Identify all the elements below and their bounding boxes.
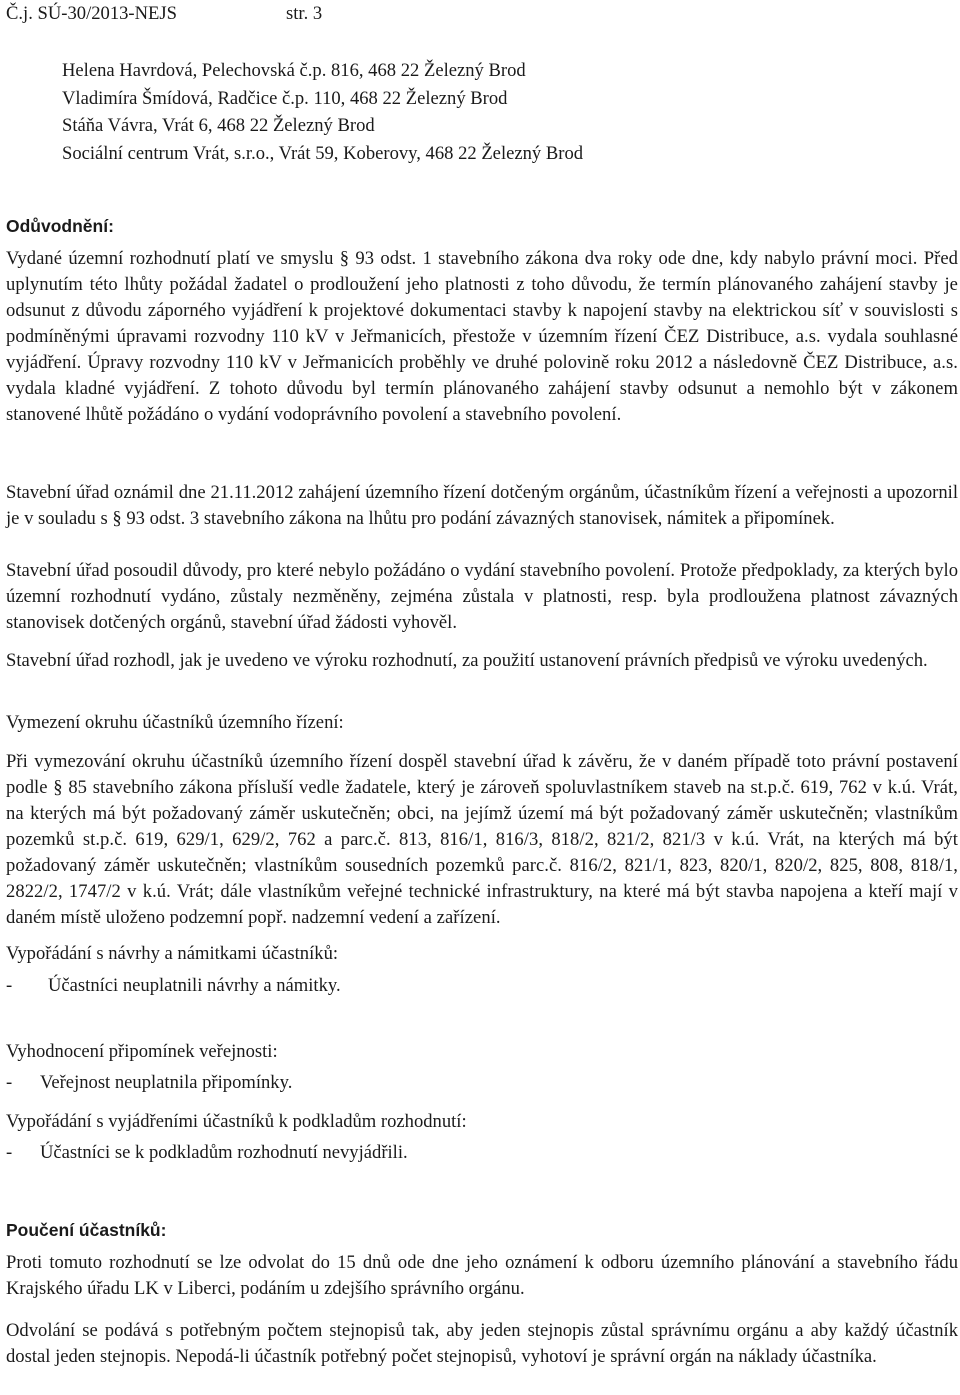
paragraph: Vydané územní rozhodnutí platí ve smyslu § 93 odst. 1 stavebního zákona dva roky ode dne, kdy nabylo právní moci. Před uplynutím této lhůty požádal žadatel o prodloužení jeho platnosti z toho důvodu, že termín plánovaného zahájení stavby je odsunut z důvodu záporného vyjádření k projektové dokumentaci stavby k napojení stavby na elektrickou síť v souvislosti s podmíněnými úpravami rozvodny 110 kV v Jeřmanicích, přestože v územním řízení ČEZ Distribuce, a.s. vydala souhlasné vyjádření. Úpravy rozvodny 110 kV v Jeřmanicích proběhly ve druhé polovině roku 2012 a následovně ČEZ Distribuce, a.s. vydala kladné vyjádření. Z tohoto důvodu byl termín plánovaného zahájení stavby odsunut a nemohlo být v zákonem stanovené lhůtě požádáno o vydání vodoprávního povolení a stavebního povolení. <box>6 248 958 425</box>
page-number: str. 3 <box>286 3 323 24</box>
paragraph: Odvolání se podává s potřebným počtem stejnopisů tak, aby jeden stejnopis zůstal správnímu orgánu a aby každý účastník dostal jeden stejnopis. Nepodá-li účastník potřebný počet stejnopisů, vyhotoví je správní orgán na náklady účastníka. <box>6 1320 958 1367</box>
list-dash: - <box>6 1072 13 1093</box>
address-line: Vladimíra Šmídová, Radčice č.p. 110, 468 22 Železný Brod <box>62 87 508 109</box>
paragraph: Při vymezování okruhu účastníků územního řízení dospěl stavební úřad k závěru, že v daném případě toto právní postavení podle § 85 stavebního zákona přísluší vedle žadatele, který je zároveň spoluvlastníkem staveb na st.p.č. 619, 762 v k.ú. Vrát, na kterých má být požadovaný záměr uskutečněn; obci, na jejímž území má být požadovaný záměr uskutečněn; vlastníkům pozemků st.p.č. 619, 629/1, 629/2, 762 a parc.č. 813, 816/1, 816/3, 818/2, 821/2, 821/3 v k.ú. Vrát, na kterých má být požadovaný záměr uskutečněn; vlastníkům sousedních pozemků parc.č. 816/2, 821/1, 823, 820/1, 820/2, 825, 808, 818/1, 2822/2, 1747/2 v k.ú. Vrát; dále vlastníkům veřejné technické infrastruktury, na které má být stavba napojena a kteří mají v daném místě uloženo podzemní popř. nadzemní vedení a zařízení. <box>6 751 958 928</box>
list-dash: - <box>6 975 13 996</box>
list-item-text: Veřejnost neuplatnila připomínky. <box>40 1072 293 1093</box>
section-title-pouceni: Poučení účastníků: <box>6 1220 167 1240</box>
address-line: Sociální centrum Vrát, s.r.o., Vrát 59, Koberovy, 468 22 Železný Brod <box>62 142 584 164</box>
list-item-text: Účastníci se k podkladům rozhodnutí nevyjádřili. <box>40 1142 408 1163</box>
paragraph: Stavební úřad posoudil důvody, pro které nebylo požádáno o vydání stavebního povolení. Protože předpoklady, za kterých bylo územní rozhodnutí vydáno, zůstaly nezměněny, zejména zůstala v platnosti, resp. byla prodloužena platnost závazných stanovisek dotčených orgánů, stavební úřad žádosti vyhověl. <box>6 560 958 633</box>
address-list <box>62 57 942 167</box>
list-dash: - <box>6 1142 13 1163</box>
address-line: Stáňa Vávra, Vrát 6, 468 22 Železný Brod <box>62 115 375 136</box>
paragraph: Stavební úřad rozhodl, jak je uvedeno ve výroku rozhodnutí, za použití ustanovení právních předpisů ve výroku uvedených. <box>6 650 928 671</box>
paragraph: Stavební úřad oznámil dne 21.11.2012 zahájení územního řízení dotčeným orgánům, účastníkům řízení a veřejnosti a upozornil je v souladu s § 93 odst. 3 stavebního zákona na lhůtu pro podání závazných stanovisek, námitek a připomínek. <box>6 482 958 529</box>
section-title-odvodneni: Odůvodnění: <box>6 216 114 236</box>
subheading: Vypořádání s návrhy a námitkami účastníků: <box>6 943 339 964</box>
list-item-text: Účastníci neuplatnili návrhy a námitky. <box>48 975 341 996</box>
subheading: Vyhodnocení připomínek veřejnosti: <box>6 1041 278 1062</box>
subheading: Vypořádání s vyjádřeními účastníků k podkladům rozhodnutí: <box>6 1111 467 1132</box>
list-item <box>6 1140 906 1166</box>
list-item <box>6 1070 906 1096</box>
subheading: Vymezení okruhu účastníků územního řízení: <box>6 712 344 733</box>
paragraph: Proti tomuto rozhodnutí se lze odvolat do 15 dnů ode dne jeho oznámení k odboru územního plánování a stavebního řádu Krajského úřadu LK v Liberci, podáním u zdejšího správního orgánu. <box>6 1252 958 1299</box>
list-item <box>6 973 906 999</box>
document-reference: Č.j. SÚ-30/2013-NEJS <box>6 3 177 24</box>
address-line: Helena Havrdová, Pelechovská č.p. 816, 468 22 Železný Brod <box>62 60 526 81</box>
